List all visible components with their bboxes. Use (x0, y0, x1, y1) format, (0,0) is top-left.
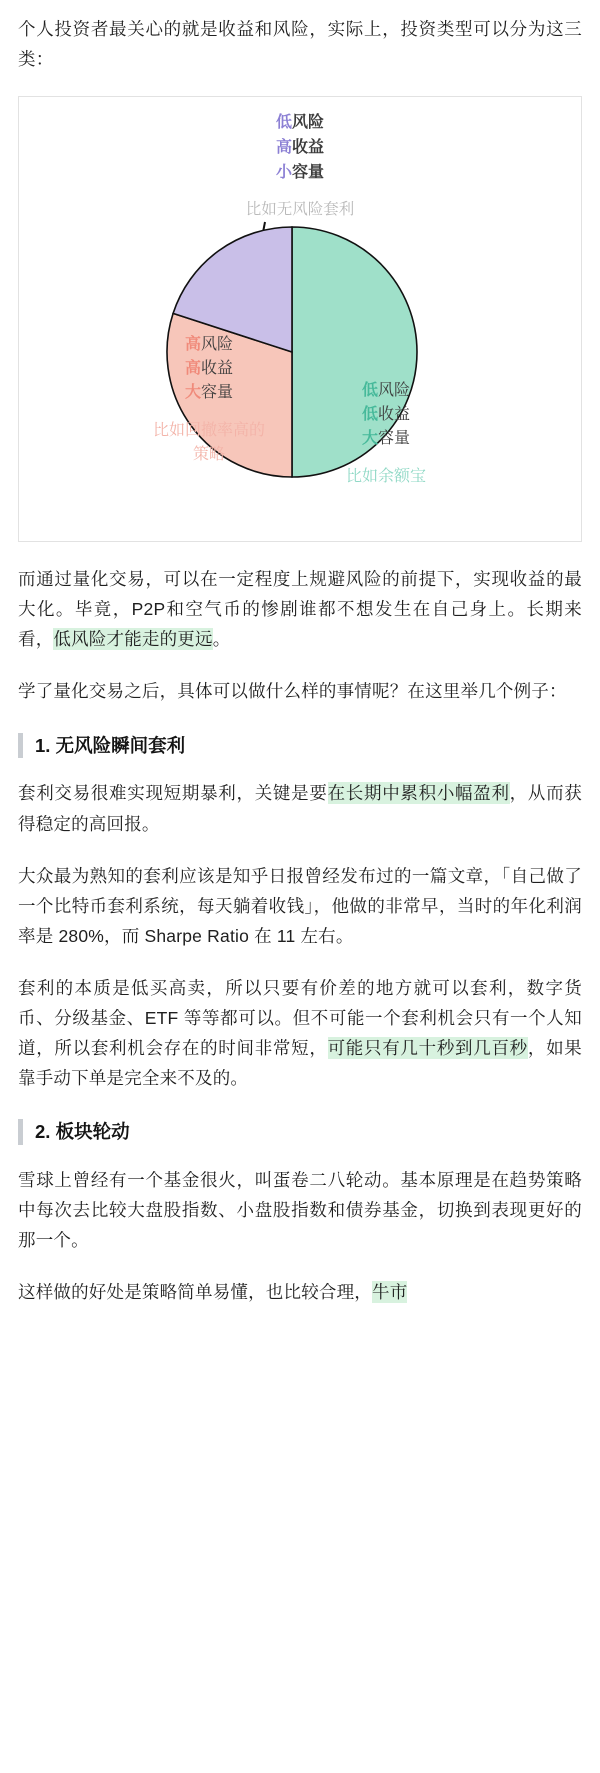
paragraph-s2-2 (18, 1277, 582, 1307)
s1-p3-text-a: 套利的本质是低买高卖，所以只要有价差的地方就可以套利，数字货币、分级基金、ETF 等等都可以。但不可能一个套利机会只有一个人知道，所以套利机会存在的时间非常短， (18, 977, 582, 1059)
purple-label-line2-rest: 收益 (292, 138, 325, 156)
purple-label-line3-key: 小 (275, 163, 292, 181)
after-chart-highlight: 低风险才能走的更远 (53, 629, 213, 650)
green-slice-annotation (311, 379, 461, 489)
green-slice-note: 比如余额宝 (345, 468, 426, 486)
green-label-line3-rest: 容量 (378, 430, 411, 448)
paragraph-s1-2: 大众最为熟知的套利应该是知乎日报曾经发布过的一篇文章，「自己做了一个比特币套利系统，每天躺着收钱」，他做的非常早，当时的年化利润率是 280%，而 Sharpe Ratio 在 11 左右。 (18, 865, 582, 946)
paragraph-s2-1: 雪球上曾经有一个基金很火，叫蛋卷二八轮动。基本原理是在趋势策略中每次去比较大盘股指数、小盘股指数和债券基金，切换到表现更好的那一个。 (18, 1170, 582, 1251)
red-label-line2-rest: 收益 (201, 360, 234, 378)
purple-slice-annotation (19, 111, 581, 221)
green-label-line3-key: 大 (361, 430, 378, 448)
after-chart-text-a: 而通过量化交易，可以在一定程度上规避风险的前提下，实现收益的最大化。毕竟，P2P和空气币的惨剧谁都不想发生在自己身上。长期来看， (18, 569, 582, 650)
paragraph-after-chart (18, 564, 582, 654)
paragraph-s1-1 (18, 778, 582, 838)
green-label-line1-rest: 风险 (378, 382, 411, 400)
green-label-line2-key: 低 (361, 406, 378, 424)
paragraph-examples-lead: 学了量化交易之后，具体可以做什么样的事情呢？在这里举几个例子： (18, 681, 567, 702)
paragraph-intro: 个人投资者最关心的就是收益和风险，实际上，投资类型可以分为这三类： (18, 19, 582, 70)
pie-chart (19, 107, 581, 527)
green-label-line1-key: 低 (361, 382, 378, 400)
purple-label-line3-rest: 容量 (292, 163, 325, 181)
purple-slice-note: 比如无风险套利 (245, 200, 355, 218)
s1-p1-text-a: 套利交易很难实现短期暴利，关键是要 (18, 783, 328, 804)
s1-p3-text-b: ，如果靠手动下单是完全来不及的。 (18, 1038, 582, 1089)
purple-label-line1-rest: 风险 (292, 114, 325, 132)
s1-p1-text-b: ，从而获得稳定的高回报。 (18, 783, 582, 834)
purple-label-line1-key: 低 (275, 114, 292, 132)
heading-section-2: 2. 板块轮动 (18, 1119, 582, 1145)
red-label-line1-key: 高 (184, 336, 201, 354)
red-label-line1-rest: 风险 (201, 336, 234, 354)
s2-p2-text-a: 这样做的好处是策略简单易懂，也比较合理， (18, 1282, 372, 1303)
red-label-line3-rest: 容量 (201, 384, 234, 402)
risk-return-pie-figure (18, 96, 582, 542)
s1-p3-highlight: 可能只有几十秒到几百秒 (327, 1038, 528, 1059)
green-label-line2-rest: 收益 (378, 406, 411, 424)
purple-label-line2-key: 高 (275, 138, 292, 156)
red-label-line3-key: 大 (184, 384, 201, 402)
s1-p1-highlight: 在长期中累积小幅盈利 (327, 783, 510, 804)
s2-p2-highlight: 牛市 (372, 1282, 408, 1303)
red-slice-note: 比如回撤率高的策略 (152, 422, 265, 464)
red-label-line2-key: 高 (184, 360, 201, 378)
red-slice-annotation (149, 333, 269, 467)
paragraph-s1-3 (18, 973, 582, 1093)
heading-section-1: 1. 无风险瞬间套利 (18, 733, 582, 759)
after-chart-text-b: 。 (212, 629, 231, 650)
